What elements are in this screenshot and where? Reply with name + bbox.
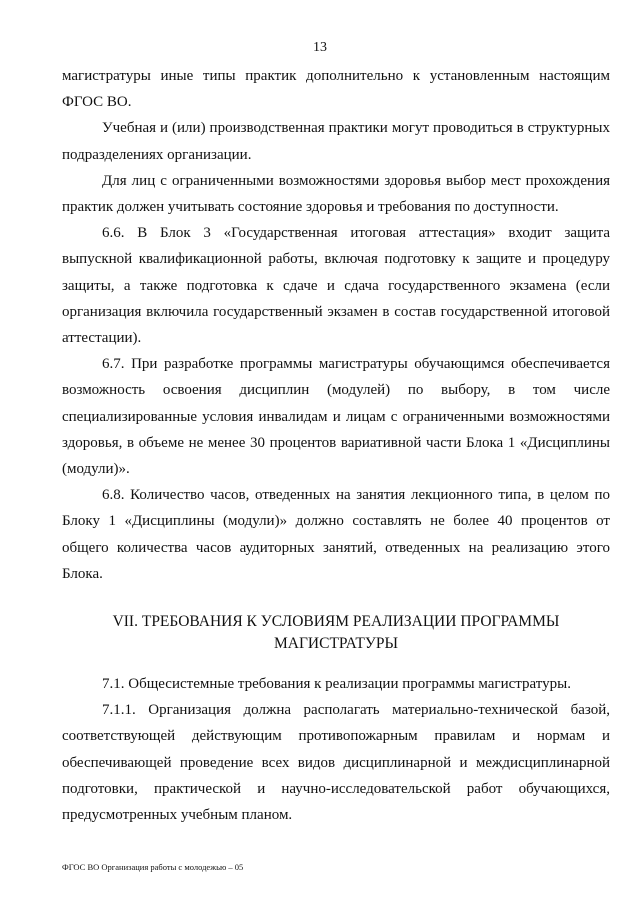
section-heading-vii	[62, 611, 610, 655]
page-content	[62, 63, 610, 828]
paragraph-6-7: 6.7. При разработке программы магистратуры обучающимся обеспечивается возможность освоения дисциплин (модулей) по выбору, в том числе специализированные условия инвалидам и лицам с ограниченными возможностями здоровья, в объеме не менее 30 процентов вариативной части Блока 1 «Дисциплины (модули)».	[62, 356, 610, 478]
section-heading-line-2: МАГИСТРАТУРЫ	[274, 635, 398, 653]
section-heading-line-1: VII. ТРЕБОВАНИЯ К УСЛОВИЯМ РЕАЛИЗАЦИИ ПРОГРАММЫ	[112, 613, 560, 631]
paragraph-practice-location: Учебная и (или) производственная практики могут проводиться в структурных подразделениях организации.	[62, 120, 610, 163]
paragraph-6-8: 6.8. Количество часов, отведенных на занятия лекционного типа, в целом по Блоку 1 «Дисциплины (модули)» должно составлять не более 40 процентов от общего количества часов аудиторных занятий, отведенных на реализацию этого Блока.	[62, 487, 610, 582]
paragraph-disabilities-practice: Для лиц с ограниченными возможностями здоровья выбор мест прохождения практик должен учитывать состояние здоровья и требования по доступности.	[62, 172, 610, 216]
paragraph-6-6: 6.6. В Блок 3 «Государственная итоговая аттестация» входит защита выпускной квалификационной работы, включая подготовку к защите и процедуру защиты, а также подготовка к сдаче и сдача государственного экзамена (если организация включила государственный экзамен в состав государственной итоговой аттестации).	[62, 225, 610, 347]
paragraph-continuation: магистратуры иные типы практик дополнительно к установленным настоящим ФГОС ВО.	[62, 68, 610, 111]
paragraph-7-1-1: 7.1.1. Организация должна располагать материально-технической базой, соответствующей действующим противопожарным правилам и нормам и обеспечивающей проведение всех видов дисциплинарной и междисциплинарной подготовки, практической и научно-исследовательской работ обучающихся, предусмотренных учебным планом.	[62, 702, 610, 824]
page-number: 13	[313, 40, 327, 55]
page-footer: ФГОС ВО Организация работы с молодежью – 05	[62, 862, 244, 872]
paragraph-7-1: 7.1. Общесистемные требования к реализации программы магистратуры.	[102, 676, 571, 693]
